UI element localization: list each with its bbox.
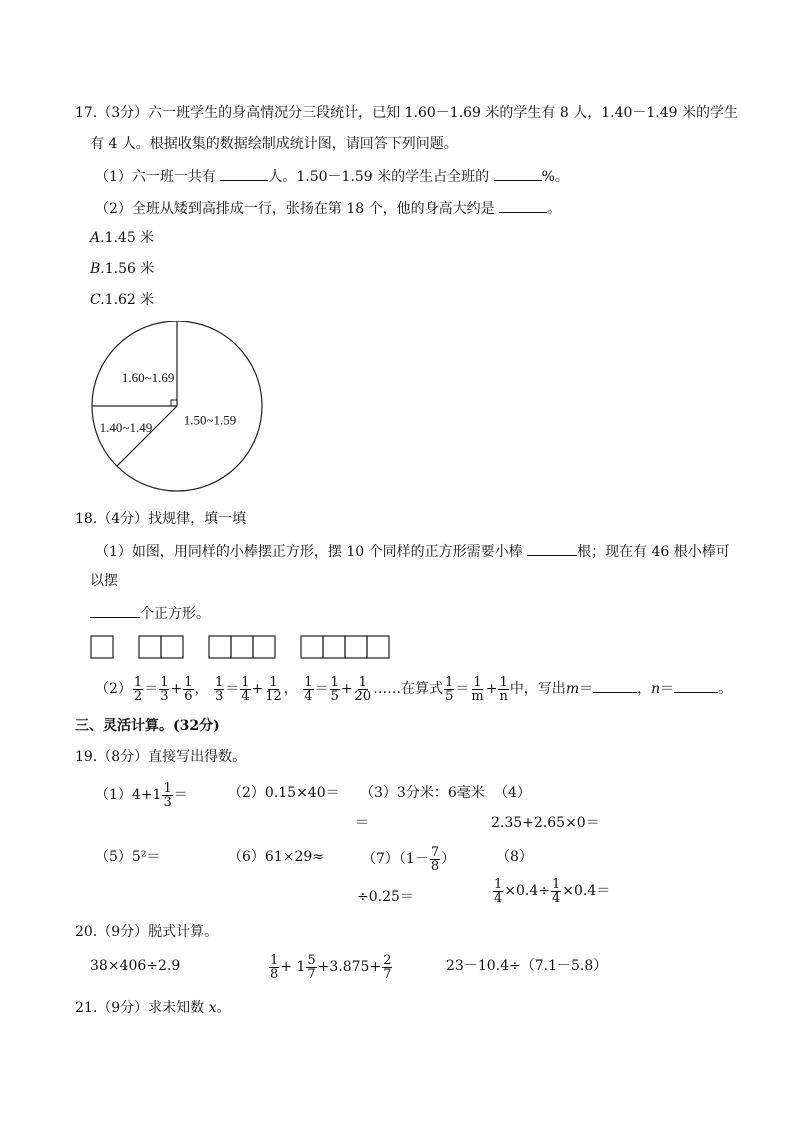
pie-slice-label: 1.50~1.59 xyxy=(183,412,237,428)
q17-line2: 有 4 人。根据收集的数据绘制成统计图，请回答下列问题。 xyxy=(90,136,458,152)
q19-p4: （4） xyxy=(494,785,531,801)
q18-sub1 xyxy=(95,541,730,561)
fraction: $\frac{1}{n}$ xyxy=(499,674,508,704)
section-heading: 三、灵活计算。(32分) xyxy=(75,718,220,734)
fraction: $\frac{5}{7}$ xyxy=(307,952,316,982)
q19-p2: （2）0.15×40＝ xyxy=(228,785,340,801)
option-letter: A. xyxy=(90,230,105,246)
answer-blank[interactable] xyxy=(220,166,268,181)
q18-sub1-cont: 以摆 xyxy=(90,573,118,589)
q20-title: 20.（9分）脱式计算。 xyxy=(75,924,219,940)
q19-title: 19.（8分）直接写出得数。 xyxy=(75,749,247,765)
option-letter: C. xyxy=(90,292,105,308)
fraction: $\frac{1}{3}$ xyxy=(163,780,172,810)
option-text: 1.56 米 xyxy=(104,261,155,277)
q17-sub1 xyxy=(95,166,569,186)
pie-slice-label: 1.40~1.49 xyxy=(99,420,153,436)
fraction: $\frac{1}{20}$ xyxy=(354,674,372,704)
fraction: $\frac{1}{m}$ xyxy=(471,674,484,704)
stick-square xyxy=(253,636,275,658)
q17-sub1-text-a: （1）六一班一共有 xyxy=(95,169,216,185)
q18-sub2-prefix: （2） xyxy=(95,681,132,697)
q20-expr3: 23－10.4÷（7.1－5.8） xyxy=(446,958,608,974)
stick-square xyxy=(323,636,345,658)
answer-blank[interactable] xyxy=(527,541,577,556)
q18-title: 18.（4分）找规律，填一填 xyxy=(75,511,247,527)
fraction: $\frac{1}{5}$ xyxy=(330,674,339,704)
q18-sub1-text-d: 个正方形。 xyxy=(140,606,210,622)
answer-blank[interactable] xyxy=(90,603,140,618)
q19-p3-eq: ＝ xyxy=(355,815,369,831)
answer-blank[interactable] xyxy=(499,198,547,213)
option-letter: B. xyxy=(90,261,105,277)
q17-sub2 xyxy=(95,198,561,218)
fraction: $\frac{1}{4}$ xyxy=(304,674,313,704)
answer-blank[interactable] xyxy=(593,678,637,693)
fraction: $\frac{1}{5}$ xyxy=(445,674,454,704)
fraction: $\frac{1}{2}$ xyxy=(133,674,143,704)
q19-p3: （3）3分米：6毫米 xyxy=(360,785,485,801)
fraction: $\frac{1}{3}$ xyxy=(160,674,169,704)
option-text: 1.45 米 xyxy=(104,230,155,246)
answer-blank[interactable] xyxy=(674,678,718,693)
fraction: $\frac{1}{6}$ xyxy=(184,674,193,704)
option-b[interactable] xyxy=(90,260,154,278)
q20-expr1: 38×406÷2.9 xyxy=(90,958,181,974)
q19-p4-expr: 2.35+2.65×0＝ xyxy=(491,815,600,831)
q19-p7-cont: ÷0.25＝ xyxy=(357,889,414,905)
q17-sub1-text-b: 人。1.50－1.59 米的学生占全班的 xyxy=(268,169,490,185)
pie-slice-label: 1.60~1.69 xyxy=(121,370,175,386)
stick-square xyxy=(91,636,113,658)
fraction: $\frac{1}{4}$ xyxy=(241,674,250,704)
q18-sub1-line3 xyxy=(90,603,210,623)
q19-p1: （1）4+1 $\frac{1}{3}$ ＝ xyxy=(95,780,188,810)
fraction: $\frac{1}{4}$ xyxy=(552,876,561,906)
fraction: $\frac{1}{8}$ xyxy=(270,952,279,982)
q18-sub2: （2） $\frac{1}{2}$ ＝ $\frac{1}{3}$ + $\frac{1}{6}$ ， $\frac{1}{3}$ ＝ $\frac{1}{4}$ + $\frac{1}{12}$ ， $\frac{1}{4}$ ＝ $\frac{1}{5}$ + $\frac{1}{20}$ ……在算式 $\frac{1}{5}$ ＝ $\frac{1}{m}$ + $\frac{1}{n}$ 中，写出m＝ ，n＝ 。 xyxy=(95,674,733,704)
q19-p6: （6）61×29≈ xyxy=(228,849,324,865)
square-pattern-figure xyxy=(90,635,410,661)
stick-square xyxy=(209,636,231,658)
q19-p7: （7）（1－ $\frac{7}{8}$ ） xyxy=(362,844,456,874)
fraction: $\frac{1}{12}$ xyxy=(265,674,282,704)
q19-p8: （8） xyxy=(496,849,533,865)
stick-square xyxy=(301,636,323,658)
stick-square xyxy=(139,636,161,658)
q20-expr2: $\frac{1}{8}$ + 1 $\frac{5}{7}$ +3.875+ $\frac{2}{7}$ xyxy=(270,952,392,982)
stick-square xyxy=(161,636,183,658)
fraction: $\frac{1}{3}$ xyxy=(214,674,224,704)
q18-sub1-text-a: （1）如图，用同样的小棒摆正方形，摆 10 个同样的正方形需要小棒 xyxy=(95,544,523,560)
option-text: 1.62 米 xyxy=(104,292,155,308)
q21-title: 21.（9分）求未知数 x。 xyxy=(75,1000,231,1016)
stick-square xyxy=(231,636,253,658)
fraction: $\frac{7}{8}$ xyxy=(430,844,440,874)
q17-sub2-text-a: （2）全班从矮到高排成一行，张扬在第 18 个，他的身高大约是 xyxy=(95,201,495,217)
fraction: $\frac{2}{7}$ xyxy=(383,952,392,982)
stick-square xyxy=(367,636,389,658)
q18-sub1-text-b: 根；现在有 46 根小棒可 xyxy=(577,544,730,560)
q17-sub2-text-b: 。 xyxy=(547,201,562,217)
option-c[interactable] xyxy=(90,291,154,309)
answer-blank[interactable] xyxy=(494,166,542,181)
q17-sub1-text-c: %。 xyxy=(541,169,569,185)
height-pie-chart xyxy=(87,321,267,501)
q19-p8-expr: $\frac{1}{4}$ ×0.4÷ $\frac{1}{4}$ ×0.4＝ xyxy=(494,876,611,906)
q17-line1: 17.（3分）六一班学生的身高情况分三段统计，已知 1.60－1.69 米的学生有 8 人，1.40－1.49 米的学生 xyxy=(75,105,739,121)
q19-p5: （5）5²＝ xyxy=(95,849,161,865)
fraction: $\frac{1}{4}$ xyxy=(494,876,503,906)
option-a[interactable] xyxy=(90,229,154,247)
stick-square xyxy=(345,636,367,658)
